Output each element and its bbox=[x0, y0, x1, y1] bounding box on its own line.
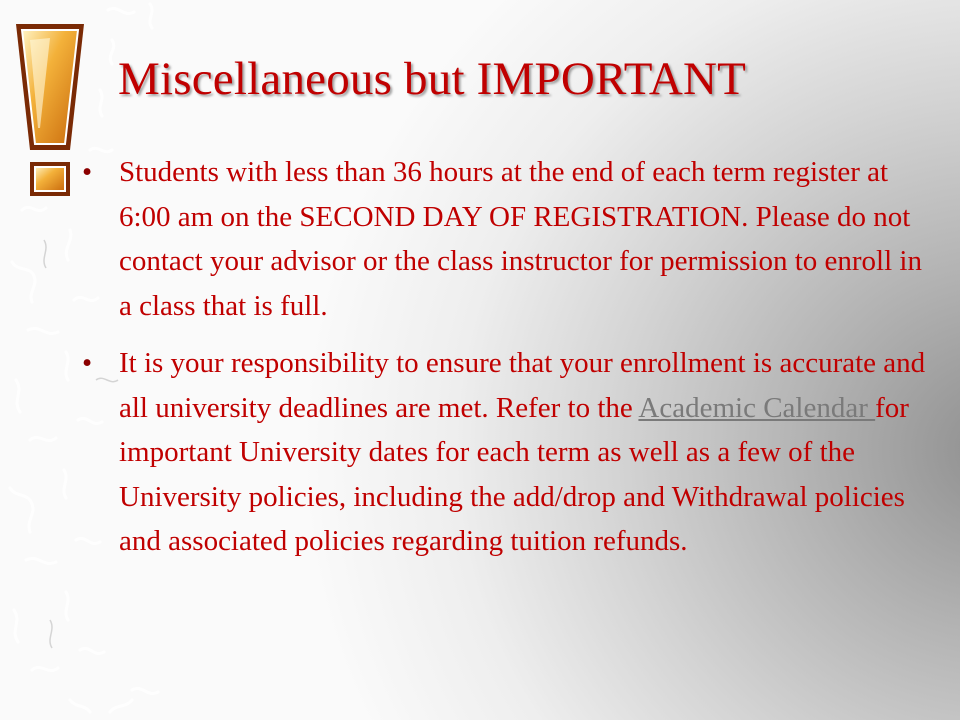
slide-title: Miscellaneous but IMPORTANT bbox=[118, 53, 747, 105]
bullet-text-before-link: It is your responsibility to ensure that your enrollment is accurate and all university deadlines are met. Refer to the bbox=[119, 347, 926, 424]
bullet-marker: • bbox=[82, 347, 93, 379]
exclamation-mark-icon bbox=[10, 18, 93, 200]
academic-calendar-link[interactable]: Academic Calendar bbox=[638, 391, 876, 424]
bullet-marker: • bbox=[82, 156, 93, 188]
bullet-text: Students with less than 36 hours at the end of each term register at 6:00 am on the SECOND DAY OF REGISTRATION. Please do not contact your advisor or the class instructor for permission to enroll in a class that is full. bbox=[119, 156, 922, 322]
bullet-list bbox=[82, 150, 929, 577]
bullet-text-after-link: for important University dates for each term as well as a few of the University policies, including the add/drop and Withdrawal policies and associated policies regarding tuition refunds. bbox=[119, 391, 909, 557]
bullet-item-responsibility bbox=[82, 341, 929, 564]
bullet-item-registration bbox=[82, 150, 929, 328]
